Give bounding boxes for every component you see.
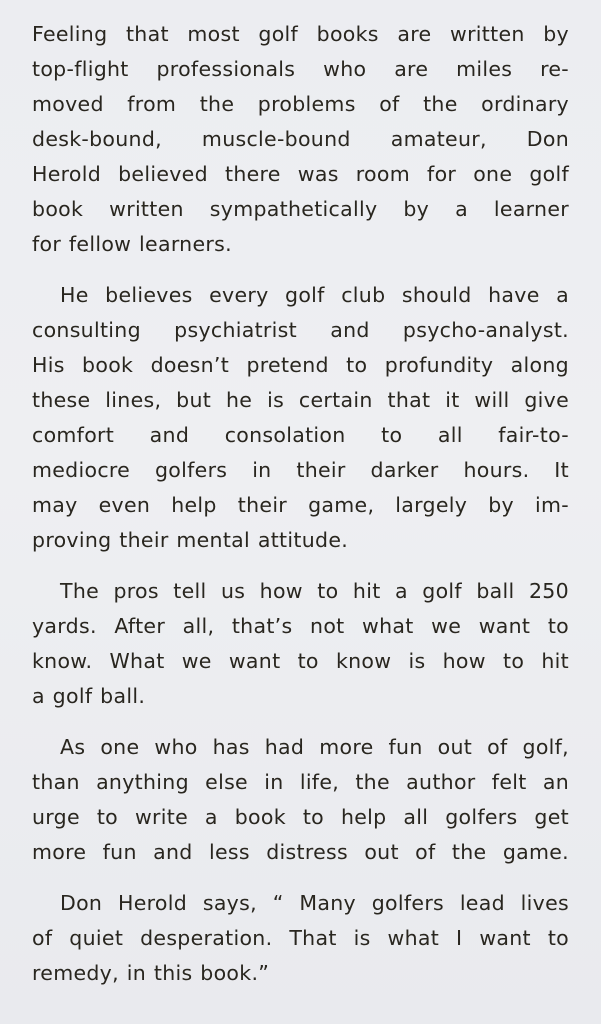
paragraph-line: moved from the problems of the ordinary xyxy=(32,92,569,116)
paragraph-line: His book doesn’t pretend to profundity along xyxy=(32,353,569,377)
paragraph-gap xyxy=(32,262,569,278)
paragraph-3 xyxy=(32,574,569,714)
paragraph-line: As one who has had more fun out of golf, xyxy=(60,735,569,759)
paragraph-line: Herold believed there was room for one golf xyxy=(32,162,569,186)
paragraph-gap xyxy=(32,558,569,574)
paragraph-line: Don Herold says, “ Many golfers lead lives xyxy=(60,891,569,915)
paragraph-line: may even help their game, largely by im- xyxy=(32,493,569,517)
paragraph-2 xyxy=(32,278,569,558)
paragraph-line: of quiet desperation. That is what I want to xyxy=(32,926,569,950)
paragraph-line: remedy, in this book.” xyxy=(32,961,270,985)
paragraph-line: mediocre golfers in their darker hours. It xyxy=(32,458,569,482)
paragraph-4 xyxy=(32,730,569,870)
paragraph-line: He believes every golf club should have a xyxy=(60,283,569,307)
paragraph-line: comfort and consolation to all fair-to- xyxy=(32,423,569,447)
paragraph-line: know. What we want to know is how to hit xyxy=(32,649,569,673)
paragraph-line: desk-bound, muscle-bound amateur, Don xyxy=(32,127,569,151)
paragraph-line: a golf ball. xyxy=(32,684,146,708)
paragraph-gap xyxy=(32,870,569,886)
paragraph-line: urge to write a book to help all golfers get xyxy=(32,805,569,829)
paragraph-1 xyxy=(32,17,569,262)
paragraph-line: top-flight professionals who are miles re- xyxy=(32,57,569,81)
paragraph-line: book written sympathetically by a learner xyxy=(32,197,569,221)
paragraph-line: more fun and less distress out of the game. xyxy=(32,840,569,864)
paragraph-line: consulting psychiatrist and psycho-analyst. xyxy=(32,318,569,342)
paragraph-line: for fellow learners. xyxy=(32,232,232,256)
paragraph-line: these lines, but he is certain that it will give xyxy=(32,388,569,412)
paragraph-line: yards. After all, that’s not what we want to xyxy=(32,614,569,638)
paragraph-line: proving their mental attitude. xyxy=(32,528,349,552)
paragraph-gap xyxy=(32,714,569,730)
paragraph-line: The pros tell us how to hit a golf ball 250 xyxy=(60,579,569,603)
paragraph-line: Feeling that most golf books are written by xyxy=(32,22,569,46)
paragraph-5 xyxy=(32,886,569,991)
paragraph-line: than anything else in life, the author felt an xyxy=(32,770,569,794)
